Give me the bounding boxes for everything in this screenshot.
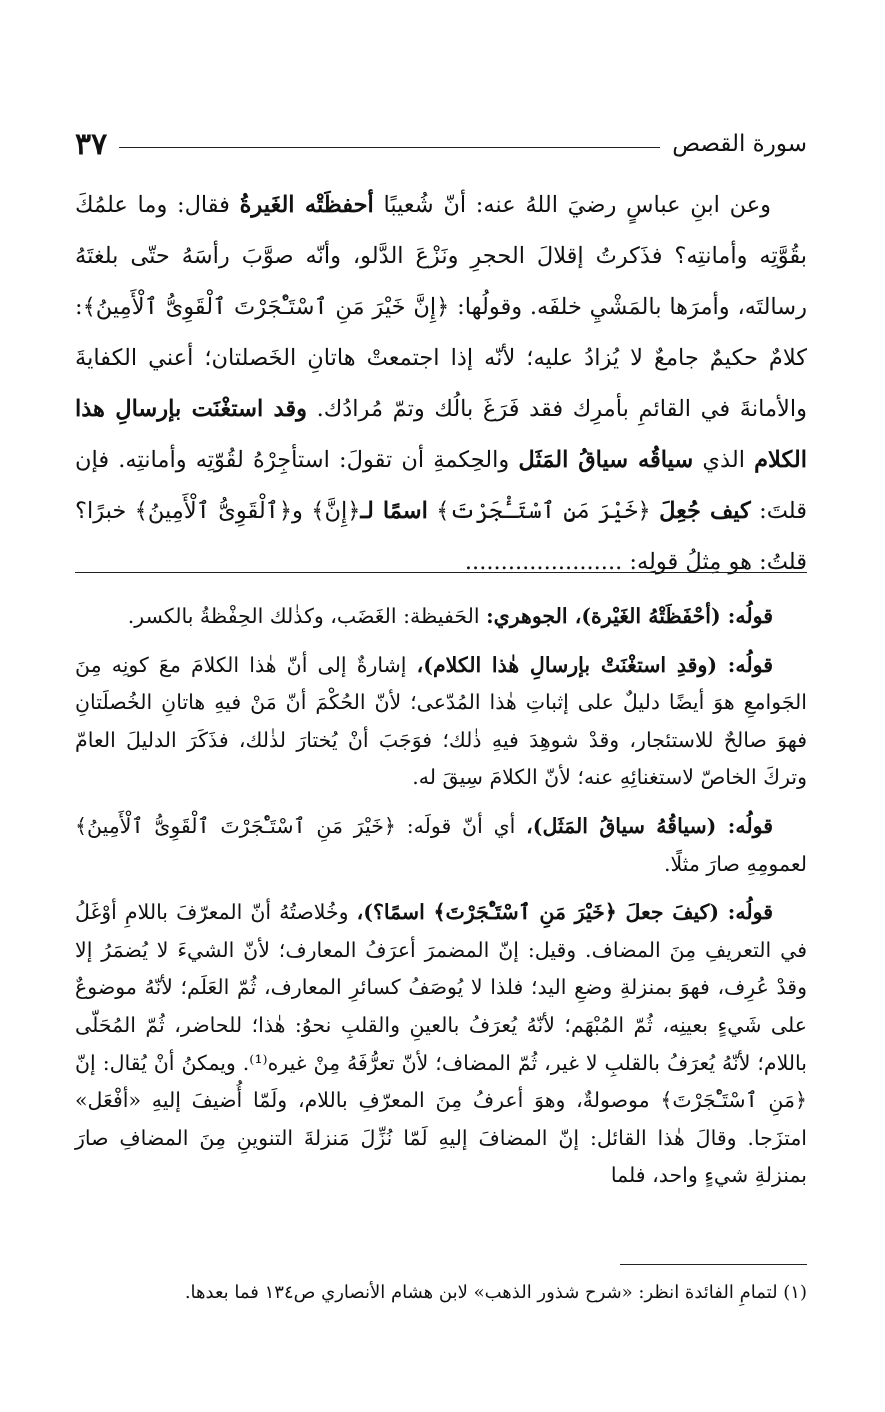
commentary (75, 598, 807, 1206)
text-run: والحِكمةِ أن تقولَ: استأجِرْهُ لقُوّتِه وأمانتِه. فإن قلتَ: (75, 447, 808, 524)
section-divider (75, 572, 807, 573)
commentary-paragraph (75, 808, 807, 883)
page-header (75, 124, 807, 164)
commentary-label: قولُه: (وقدِ استغْنَتْ بإرسالِ هٰذا الكلام)، (416, 652, 773, 677)
text-run: ﴿خَيْرَ مَنِ ٱسْتَـْٔجَرْتَ﴾ (427, 498, 660, 524)
commentary-text: الحَفيظة: الغَضَب، وكذٰلك الحِفْظةُ بالكسر. (127, 604, 487, 628)
bold-run: اسمًا لـ (360, 498, 428, 524)
commentary-text: وخُلاصتُهُ أنّ المعرّفَ باللامِ أوْغَلُ في التعريفِ مِنَ المضاف. وقيل: إنّ المضمرَ أعرَفُ المعارف؛ لأنّ الشيءَ لا يُضمَرُ إلا وقدْ عُرِف، فهوَ بمنزلةِ وضعِ اليد؛ فلذا لا يُوصَفُ كسائرِ المعارف، ثُمّ العَلَم؛ لأنّهُ موضوعٌ على شَيءٍ بعينِه، ثُمّ المُبْهَم؛ لأنّهُ يُعرَفُ بالعينِ والقلبِ نحوُ: هٰذا؛ للحاضر، ثُمّ المُحَلّى باللام؛ لأنّهُ يُعرَفُ بالقلبِ لا غير، ثُمّ المضاف؛ لأنّ تعرُّفَهُ مِنْ غيره⁽¹⁾. ويمكنُ أنْ يُقال: إنّ ﴿مَنِ ٱسْتَـْٔجَرْتَ﴾ موصولةٌ، وهوَ أعرفُ مِنَ المعرّفِ باللام، ولَمّا أُضيفَ إليهِ «أفْعَل» امتزَجا. وقالَ هٰذا القائل: إنّ المضافَ إليهِ لَمّا نُزِّلَ مَنزلةَ التنوينِ مِنَ المضافِ صارَ بمنزلةِ شيءٍ واحد، فلما (75, 900, 807, 1188)
bold-run: أحفظَتْه الغَيرةُ (239, 192, 374, 218)
text-run: وعن ابنِ عباسٍ رضيَ اللهُ عنه: أنّ شُعيبًا (373, 192, 772, 218)
bold-run: كيف جُعِلَ (659, 498, 751, 524)
header-rule (119, 147, 660, 148)
surah-title: سورة القصص (672, 131, 807, 157)
text-run: الذي (693, 447, 755, 473)
footnote-divider (620, 1264, 807, 1265)
commentary-label: قولُه: (سياقُهُ سياقُ المَثَل)، (526, 813, 773, 838)
main-paragraph (75, 180, 807, 588)
main-text (75, 180, 807, 588)
page-number: ٣٧ (75, 126, 108, 162)
commentary-paragraph (75, 598, 807, 636)
commentary-text: إشارةٌ إلى أنّ هٰذا الكلامَ معَ كونِه مِنَ الجَوامعِ هوَ أيضًا دليلٌ على إثباتِ هٰذا المُدّعى؛ لأنّ الحُكْمَ أنّ مَنْ فيهِ هاتانِ الخُصلَتانِ فهوَ صالحٌ للاستئجار، وقدْ شوهِدَ فيهِ ذٰلك؛ فوَجَبَ أنْ يُختارَ لذٰلك، فذَكَرَ الدليلَ العامّ وتركَ الخاصّ لاستغنائِهِ عنه؛ لأنّ الكلامَ سِيقَ له. (75, 652, 807, 790)
commentary-label: قولُه: (كيفَ جعلَ ﴿خَيْرَ مَنِ ٱسْتَـْٔجَرْتَ﴾ اسمًا؟)، (356, 900, 773, 925)
commentary-paragraph (75, 647, 807, 797)
commentary-paragraph (75, 894, 807, 1195)
commentary-label: قولُه: (أحْفَظَتْهُ الغَيْرة)، الجوهري: (486, 604, 773, 628)
bold-run: سياقُه سياقُ المَثَل (518, 447, 694, 473)
commentary-text: أي أنّ قولَه: ﴿خَيْرَ مَنِ ٱسْتَـْٔجَرْتَ ٱلْقَوِىُّ ٱلْأَمِينُ﴾ لعمومِهِ صارَ مثلًا. (75, 813, 807, 876)
text-run: ﴿إِنَّ﴾ و﴿ٱلْقَوِىُّ ٱلْأَمِينُ﴾ خبرًا؟ قلتُ: هو مِثلُ قولِه: ...................... (75, 498, 807, 575)
text-run: فقال: وما علمُكَ بقُوَّتِه وأمانتِه؟ فذَكرتُ إقلالَ الحجرِ ونَزْعَ الدَّلو، وأنّه صوَّبَ رأسَهُ حتّى بلغتَهُ رسالتَه، وأمرَها بالمَشْيِ خلفَه. وقولُها: ﴿إِنَّ خَيْرَ مَنِ ٱسْتَـْٔجَرْتَ ٱلْقَوِىُّ ٱلْأَمِينُ﴾: كلامٌ حكيمٌ جامعٌ لا يُزادُ عليه؛ لأنّه إذا اجتمعتْ هاتانِ الخَصلتان؛ أعني الكفايةَ والأمانةَ في القائمِ بأمرِك فقد فَرَغَ بالُك وتمّ مُرادُك. (75, 192, 807, 422)
footnote: (١) لتمامِ الفائدة انظر: «شرح شذور الذهب» لابن هشام الأنصاري ص١٣٤ فما بعدها. (184, 1282, 807, 1303)
bold-run: وقد استغْنَت بإرسالِ هذا الكلام (75, 396, 807, 473)
